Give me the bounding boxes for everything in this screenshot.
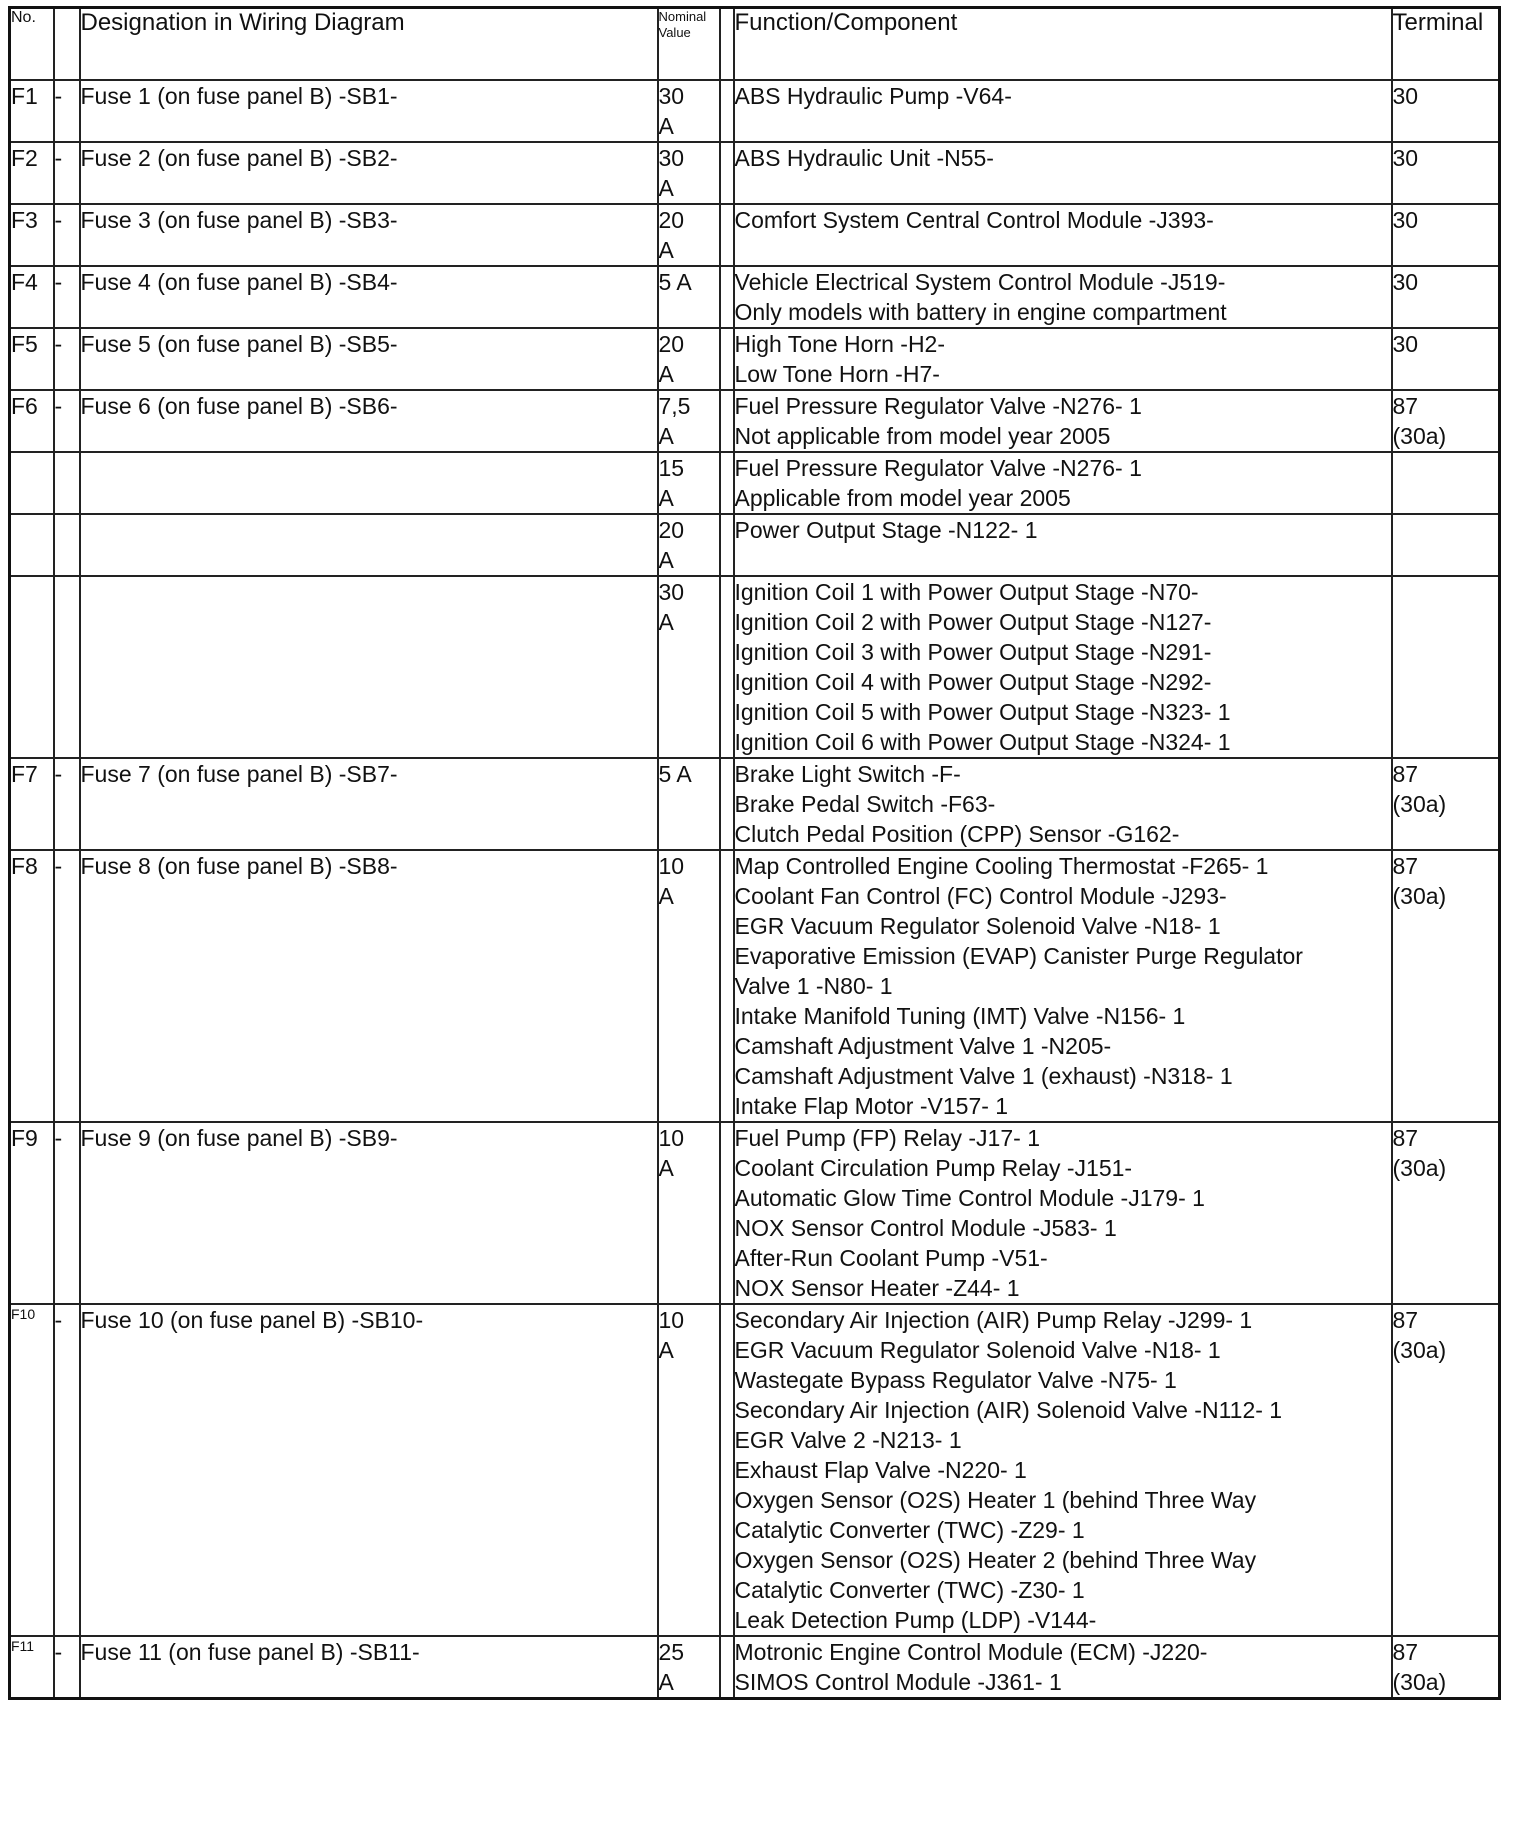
dash-cell: - <box>54 328 80 390</box>
table-row <box>10 576 1500 758</box>
nominal-value-line: A <box>658 1337 674 1363</box>
function-component-line: Coolant Fan Control (FC) Control Module -J293- <box>734 883 1227 909</box>
function-component-line: After-Run Coolant Pump -V51- <box>734 1245 1048 1271</box>
dash-cell: - <box>54 142 80 204</box>
nominal-value-line: 5 A <box>658 761 692 787</box>
nominal-value-line: 20 <box>658 517 685 543</box>
function-component-line: Catalytic Converter (TWC) -Z30- 1 <box>734 1577 1085 1603</box>
function-component <box>734 266 1392 328</box>
terminal-cell <box>1392 514 1500 576</box>
function-component <box>734 758 1392 850</box>
table-row <box>10 80 1500 142</box>
table-row <box>10 204 1500 266</box>
nominal-value-line: A <box>658 609 674 635</box>
fuse-number: F1 <box>10 80 54 142</box>
terminal-cell-line: (30a) <box>1392 1669 1447 1695</box>
nominal-value <box>658 452 720 514</box>
dash-cell: - <box>54 390 80 452</box>
table-header-row <box>10 8 1500 81</box>
function-component-line: Ignition Coil 1 with Power Output Stage -N70- <box>734 579 1199 605</box>
separator-cell <box>720 850 734 1122</box>
function-component-line: Ignition Coil 5 with Power Output Stage -N323- 1 <box>734 699 1231 725</box>
terminal-cell-line: 30 <box>1392 331 1419 357</box>
terminal-cell-line: (30a) <box>1392 883 1447 909</box>
nominal-value <box>658 576 720 758</box>
nominal-value-line: 25 <box>658 1639 685 1665</box>
nominal-value <box>658 80 720 142</box>
fuse-number: F2 <box>10 142 54 204</box>
table-row <box>10 1304 1500 1636</box>
terminal-cell-line: 30 <box>1392 207 1419 233</box>
table-row <box>10 1122 1500 1304</box>
function-component-line: Ignition Coil 6 with Power Output Stage -N324- 1 <box>734 729 1231 755</box>
nominal-value-line: A <box>658 113 674 139</box>
nominal-value-line: A <box>658 485 674 511</box>
header-terminal: Terminal <box>1392 8 1500 81</box>
fuse-number: F8 <box>10 850 54 1122</box>
function-component-line: Applicable from model year 2005 <box>734 485 1071 511</box>
fuse-number: F7 <box>10 758 54 850</box>
function-component-line: NOX Sensor Control Module -J583- 1 <box>734 1215 1117 1241</box>
terminal-cell-line: 30 <box>1392 145 1419 171</box>
nominal-value <box>658 514 720 576</box>
function-component-line: Brake Pedal Switch -F63- <box>734 791 996 817</box>
designation-cell: Fuse 7 (on fuse panel B) -SB7- <box>80 758 658 850</box>
function-component-line: Intake Flap Motor -V157- 1 <box>734 1093 1009 1119</box>
function-component <box>734 204 1392 266</box>
function-component-line: Fuel Pressure Regulator Valve -N276- 1 <box>734 455 1142 481</box>
function-component-line: Map Controlled Engine Cooling Thermostat -F265- 1 <box>734 853 1269 879</box>
separator-cell <box>720 142 734 204</box>
dash-cell <box>54 514 80 576</box>
dash-cell: - <box>54 80 80 142</box>
function-component-line: ABS Hydraulic Pump -V64- <box>734 83 1012 109</box>
fuse-number <box>10 452 54 514</box>
function-component-line: Power Output Stage -N122- 1 <box>734 517 1038 543</box>
terminal-cell <box>1392 328 1500 390</box>
terminal-cell <box>1392 390 1500 452</box>
function-component-line: Ignition Coil 2 with Power Output Stage -N127- <box>734 609 1212 635</box>
terminal-cell <box>1392 266 1500 328</box>
table-row <box>10 850 1500 1122</box>
designation-cell <box>80 514 658 576</box>
fuse-number: F11 <box>10 1636 54 1699</box>
nominal-value-line: A <box>658 237 674 263</box>
function-component-line: NOX Sensor Heater -Z44- 1 <box>734 1275 1020 1301</box>
nominal-value-line: 5 A <box>658 269 692 295</box>
function-component-line: EGR Vacuum Regulator Solenoid Valve -N18- 1 <box>734 1337 1221 1363</box>
function-component-line: Wastegate Bypass Regulator Valve -N75- 1 <box>734 1367 1177 1393</box>
header-separator <box>720 8 734 81</box>
function-component <box>734 452 1392 514</box>
separator-cell <box>720 204 734 266</box>
nominal-value-line: 10 <box>658 1125 685 1151</box>
terminal-cell-line: (30a) <box>1392 791 1447 817</box>
terminal-cell-line: 87 <box>1392 761 1419 787</box>
function-component <box>734 1636 1392 1699</box>
nominal-value-line: 10 <box>658 853 685 879</box>
function-component-line: Oxygen Sensor (O2S) Heater 1 (behind Three Way <box>734 1487 1257 1513</box>
dash-cell: - <box>54 758 80 850</box>
dash-cell: - <box>54 1304 80 1636</box>
nominal-value-line: A <box>658 1669 674 1695</box>
nominal-value-line: 20 <box>658 207 685 233</box>
function-component <box>734 514 1392 576</box>
function-component-line: Not applicable from model year 2005 <box>734 423 1111 449</box>
header-function: Function/Component <box>734 8 1392 81</box>
terminal-cell-line: (30a) <box>1392 1155 1447 1181</box>
function-component-line: Brake Light Switch -F- <box>734 761 961 787</box>
dash-cell: - <box>54 204 80 266</box>
separator-cell <box>720 80 734 142</box>
function-component-line: Ignition Coil 4 with Power Output Stage -N292- <box>734 669 1212 695</box>
nominal-value <box>658 1636 720 1699</box>
nominal-value <box>658 850 720 1122</box>
header-nominal-line: Value <box>658 25 691 40</box>
fuse-number <box>10 576 54 758</box>
nominal-value-line: 30 <box>658 579 685 605</box>
dash-cell: - <box>54 1122 80 1304</box>
designation-cell: Fuse 1 (on fuse panel B) -SB1- <box>80 80 658 142</box>
nominal-value <box>658 204 720 266</box>
function-component-line: Intake Manifold Tuning (IMT) Valve -N156- 1 <box>734 1003 1186 1029</box>
dash-cell <box>54 576 80 758</box>
function-component-line: Fuel Pressure Regulator Valve -N276- 1 <box>734 393 1142 419</box>
table-row <box>10 452 1500 514</box>
nominal-value-line: A <box>658 175 674 201</box>
nominal-value-line: 7,5 <box>658 393 691 419</box>
terminal-cell-line: 87 <box>1392 1307 1419 1333</box>
designation-cell: Fuse 8 (on fuse panel B) -SB8- <box>80 850 658 1122</box>
function-component <box>734 1304 1392 1636</box>
function-component-line: Low Tone Horn -H7- <box>734 361 940 387</box>
dash-cell: - <box>54 1636 80 1699</box>
nominal-value <box>658 1122 720 1304</box>
function-component <box>734 390 1392 452</box>
function-component-line: ABS Hydraulic Unit -N55- <box>734 145 994 171</box>
separator-cell <box>720 328 734 390</box>
terminal-cell <box>1392 576 1500 758</box>
designation-cell: Fuse 3 (on fuse panel B) -SB3- <box>80 204 658 266</box>
designation-cell: Fuse 2 (on fuse panel B) -SB2- <box>80 142 658 204</box>
function-component-line: Only models with battery in engine compartment <box>734 299 1227 325</box>
header-dash <box>54 8 80 81</box>
nominal-value-line: A <box>658 361 674 387</box>
function-component-line: Fuel Pump (FP) Relay -J17- 1 <box>734 1125 1040 1151</box>
nominal-value-line: 10 <box>658 1307 685 1333</box>
function-component <box>734 142 1392 204</box>
nominal-value-line: 30 <box>658 83 685 109</box>
terminal-cell-line: 87 <box>1392 853 1419 879</box>
designation-cell <box>80 452 658 514</box>
function-component-line: Camshaft Adjustment Valve 1 -N205- <box>734 1033 1112 1059</box>
function-component <box>734 576 1392 758</box>
fuse-number: F9 <box>10 1122 54 1304</box>
function-component-line: Secondary Air Injection (AIR) Pump Relay -J299- 1 <box>734 1307 1253 1333</box>
fuse-number <box>10 514 54 576</box>
function-component-line: Valve 1 -N80- 1 <box>734 973 893 999</box>
dash-cell: - <box>54 266 80 328</box>
function-component-line: Catalytic Converter (TWC) -Z29- 1 <box>734 1517 1085 1543</box>
terminal-cell-line: 30 <box>1392 83 1419 109</box>
function-component-line: Evaporative Emission (EVAP) Canister Purge Regulator <box>734 943 1303 969</box>
fuse-number: F6 <box>10 390 54 452</box>
table-row <box>10 1636 1500 1699</box>
header-designation: Designation in Wiring Diagram <box>80 8 658 81</box>
designation-cell: Fuse 5 (on fuse panel B) -SB5- <box>80 328 658 390</box>
fuse-number: F10 <box>10 1304 54 1636</box>
terminal-cell-line: (30a) <box>1392 1337 1447 1363</box>
function-component-line: Motronic Engine Control Module (ECM) -J220- <box>734 1639 1208 1665</box>
designation-cell <box>80 576 658 758</box>
function-component-line: Vehicle Electrical System Control Module -J519- <box>734 269 1226 295</box>
function-component-line: Oxygen Sensor (O2S) Heater 2 (behind Three Way <box>734 1547 1257 1573</box>
separator-cell <box>720 514 734 576</box>
header-no: No. <box>10 8 54 81</box>
nominal-value-line: 15 <box>658 455 685 481</box>
separator-cell <box>720 576 734 758</box>
nominal-value-line: 20 <box>658 331 685 357</box>
function-component-line: High Tone Horn -H2- <box>734 331 946 357</box>
terminal-cell <box>1392 1122 1500 1304</box>
nominal-value <box>658 1304 720 1636</box>
dash-cell: - <box>54 850 80 1122</box>
fuse-number: F5 <box>10 328 54 390</box>
table-row <box>10 390 1500 452</box>
separator-cell <box>720 758 734 850</box>
function-component <box>734 1122 1392 1304</box>
header-nominal-value <box>658 8 720 81</box>
terminal-cell <box>1392 142 1500 204</box>
function-component-line: Coolant Circulation Pump Relay -J151- <box>734 1155 1133 1181</box>
terminal-cell-line: 87 <box>1392 1125 1419 1151</box>
function-component <box>734 328 1392 390</box>
designation-cell: Fuse 4 (on fuse panel B) -SB4- <box>80 266 658 328</box>
table-row <box>10 514 1500 576</box>
separator-cell <box>720 390 734 452</box>
function-component-line: SIMOS Control Module -J361- 1 <box>734 1669 1062 1695</box>
terminal-cell <box>1392 758 1500 850</box>
terminal-cell <box>1392 452 1500 514</box>
table-row <box>10 142 1500 204</box>
separator-cell <box>720 452 734 514</box>
terminal-cell-line: 87 <box>1392 1639 1419 1665</box>
table-row <box>10 328 1500 390</box>
separator-cell <box>720 266 734 328</box>
function-component <box>734 80 1392 142</box>
nominal-value <box>658 328 720 390</box>
nominal-value <box>658 758 720 850</box>
designation-cell: Fuse 10 (on fuse panel B) -SB10- <box>80 1304 658 1636</box>
function-component <box>734 850 1392 1122</box>
function-component-line: EGR Valve 2 -N213- 1 <box>734 1427 962 1453</box>
designation-cell: Fuse 9 (on fuse panel B) -SB9- <box>80 1122 658 1304</box>
nominal-value <box>658 266 720 328</box>
function-component-line: Clutch Pedal Position (CPP) Sensor -G162- <box>734 821 1180 847</box>
terminal-cell <box>1392 1304 1500 1636</box>
terminal-cell <box>1392 1636 1500 1699</box>
function-component-line: Automatic Glow Time Control Module -J179- 1 <box>734 1185 1205 1211</box>
function-component-line: Ignition Coil 3 with Power Output Stage -N291- <box>734 639 1212 665</box>
terminal-cell-line: 87 <box>1392 393 1419 419</box>
nominal-value-line: A <box>658 547 674 573</box>
table-body <box>10 80 1500 1699</box>
function-component-line: Exhaust Flap Valve -N220- 1 <box>734 1457 1027 1483</box>
separator-cell <box>720 1636 734 1699</box>
terminal-cell <box>1392 80 1500 142</box>
separator-cell <box>720 1122 734 1304</box>
designation-cell: Fuse 11 (on fuse panel B) -SB11- <box>80 1636 658 1699</box>
fuse-table <box>8 6 1501 1700</box>
nominal-value-line: 30 <box>658 145 685 171</box>
function-component-line: Camshaft Adjustment Valve 1 (exhaust) -N318- 1 <box>734 1063 1233 1089</box>
function-component-line: Secondary Air Injection (AIR) Solenoid Valve -N112- 1 <box>734 1397 1283 1423</box>
designation-cell: Fuse 6 (on fuse panel B) -SB6- <box>80 390 658 452</box>
fuse-number: F3 <box>10 204 54 266</box>
header-nominal-line: Nominal <box>658 9 707 24</box>
separator-cell <box>720 1304 734 1636</box>
nominal-value-line: A <box>658 423 674 449</box>
terminal-cell <box>1392 204 1500 266</box>
function-component-line: EGR Vacuum Regulator Solenoid Valve -N18- 1 <box>734 913 1221 939</box>
nominal-value <box>658 142 720 204</box>
fuse-number: F4 <box>10 266 54 328</box>
nominal-value-line: A <box>658 1155 674 1181</box>
nominal-value-line: A <box>658 883 674 909</box>
table-row <box>10 266 1500 328</box>
function-component-line: Comfort System Central Control Module -J393- <box>734 207 1214 233</box>
terminal-cell-line: (30a) <box>1392 423 1447 449</box>
nominal-value <box>658 390 720 452</box>
terminal-cell <box>1392 850 1500 1122</box>
table-row <box>10 758 1500 850</box>
function-component-line: Leak Detection Pump (LDP) -V144- <box>734 1607 1097 1633</box>
dash-cell <box>54 452 80 514</box>
terminal-cell-line: 30 <box>1392 269 1419 295</box>
